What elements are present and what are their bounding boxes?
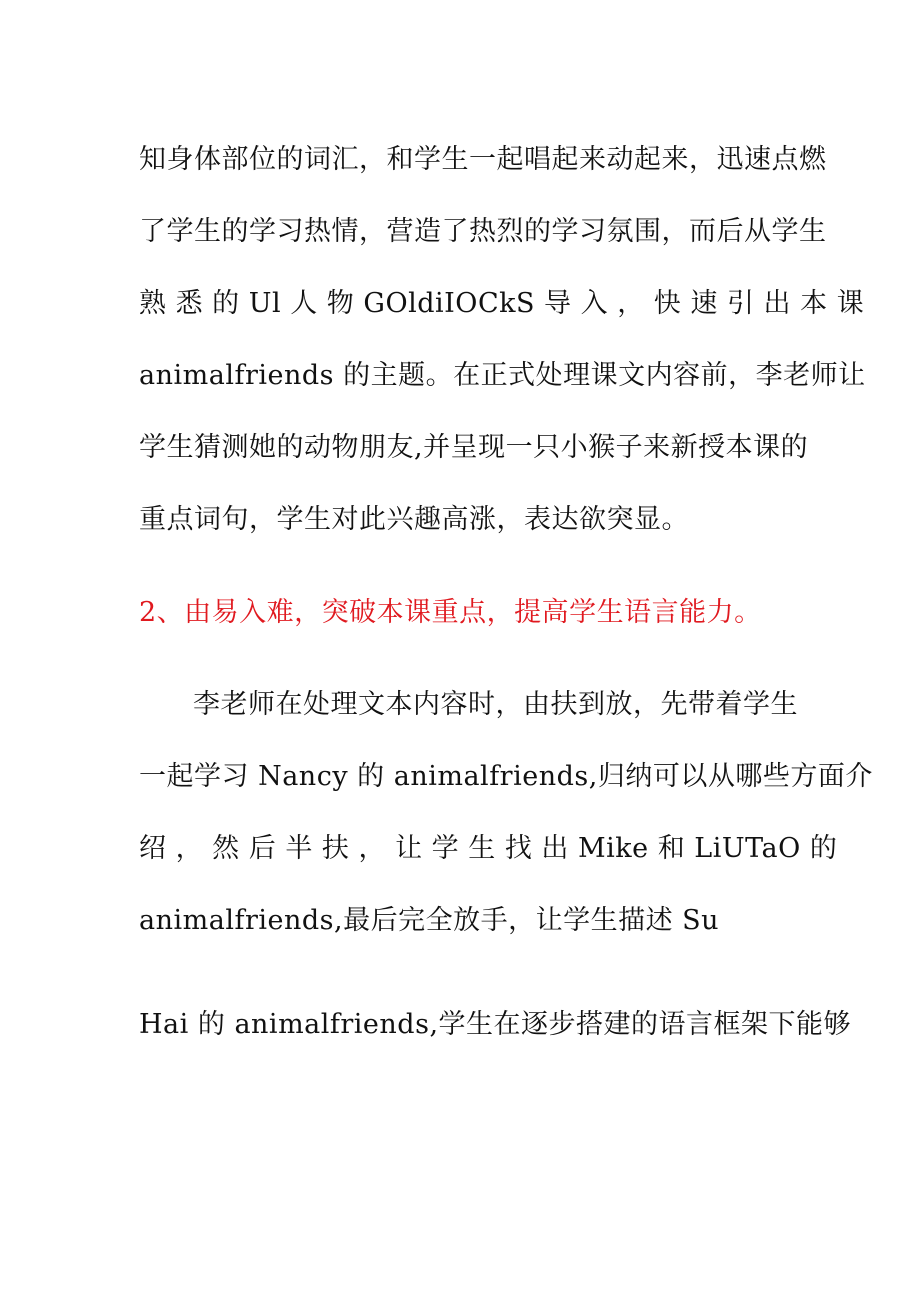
text-line: 一起学习 Nancy 的 animalfriends,归纳可以从哪些方面介 (139, 761, 873, 792)
text-line: 重点词句，学生对此兴趣高涨，表达欲突显。 (139, 504, 689, 535)
text-line: 李老师在处理文本内容时，由扶到放，先带着学生 (193, 689, 798, 720)
text-line: 熟 悉 的 Ul 人 物 GOldiIOCkS 导 入 ， 快 速 引 出 本 课 (139, 288, 865, 319)
text-line: 绍 ， 然 后 半 扶 ， 让 学 生 找 出 Mike 和 LiUTaO 的 (139, 833, 838, 864)
text-line: 了学生的学习热情，营造了热烈的学习氛围，而后从学生 (139, 216, 827, 247)
text-line: animalfriends 的主题。在正式处理课文内容前，李老师让 (139, 360, 866, 391)
text-line: Hai 的 animalfriends,学生在逐步搭建的语言框架下能够 (139, 1009, 852, 1040)
text-line: animalfriends,最后完全放手，让学生描述 Su (139, 905, 720, 936)
section-heading: 2、由易入难，突破本课重点，提高学生语言能力。 (139, 597, 762, 628)
text-line: 学生猜测她的动物朋友,并呈现一只小猴子来新授本课的 (139, 432, 809, 463)
text-line: 知身体部位的词汇，和学生一起唱起来动起来，迅速点燃 (139, 144, 827, 175)
